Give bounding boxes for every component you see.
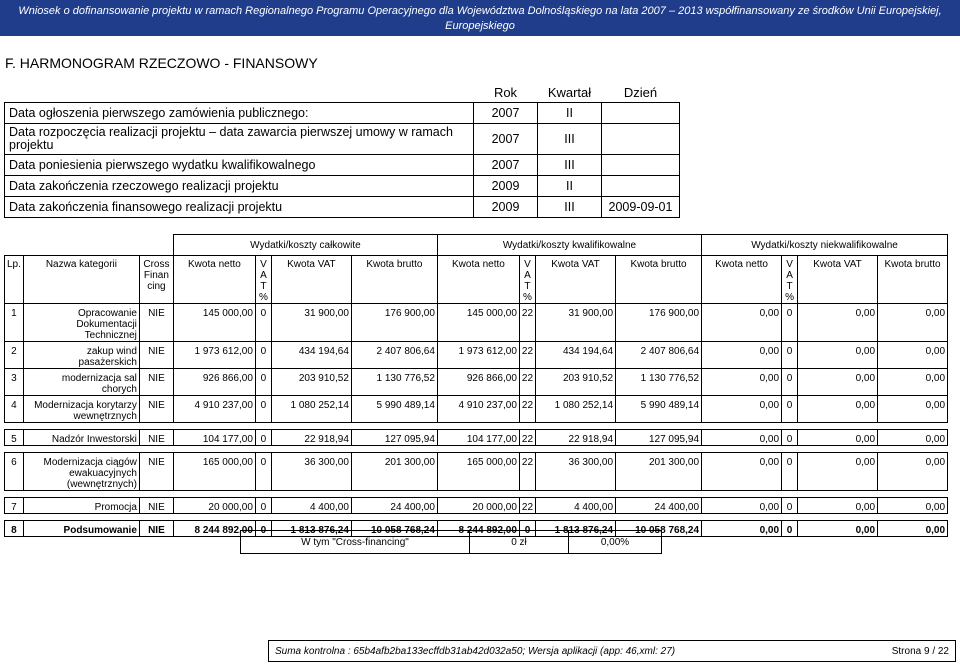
col-header: V A T % — [519, 256, 535, 304]
cost-cell: 0,00 — [878, 304, 948, 342]
cost-cell: 22 — [519, 396, 535, 423]
cost-cell: 0,00 — [798, 498, 878, 514]
cost-cell: NIE — [139, 369, 173, 396]
cost-cell: NIE — [139, 521, 173, 537]
cost-cell: 24 400,00 — [351, 498, 437, 514]
cost-cell: 4 — [5, 396, 24, 423]
cost-cell: 22 — [519, 430, 535, 446]
cost-cell: 0 — [255, 453, 271, 491]
cost-cell: 201 300,00 — [616, 453, 702, 491]
schedule-rok: 2009 — [474, 176, 538, 197]
schedule-row — [5, 124, 680, 155]
cost-cell: 2 407 806,64 — [351, 342, 437, 369]
cost-cell: 4 400,00 — [271, 498, 351, 514]
schedule-label: Data rozpoczęcia realizacji projektu – data zawarcia pierwszej umowy w ramach projektu — [5, 124, 474, 155]
col-header: Cross Finan cing — [139, 256, 173, 304]
schedule-dzien — [602, 155, 680, 176]
cost-cell: 22 — [519, 304, 535, 342]
category-name-cell: Opracowanie Dokumentacji Technicznej — [23, 304, 139, 342]
col-header: Kwota brutto — [351, 256, 437, 304]
header-line-2: Funduszu Rozwoju Regionalnego — [397, 35, 563, 47]
cost-cell: 127 095,94 — [351, 430, 437, 446]
costs-table — [4, 234, 948, 537]
cost-cell: 4 910 237,00 — [173, 396, 255, 423]
cost-cell: 926 866,00 — [437, 369, 519, 396]
category-name-cell: Nadzór Inwestorski — [23, 430, 139, 446]
cost-cell: 104 177,00 — [437, 430, 519, 446]
schedule-kwartal: III — [538, 155, 602, 176]
cost-cell: 0,00 — [798, 453, 878, 491]
costs-group-header-row — [5, 235, 948, 256]
cost-cell: 22 — [519, 498, 535, 514]
cost-cell: 0 — [255, 369, 271, 396]
category-name-cell: Podsumowanie — [23, 521, 139, 537]
schedule-label: Data zakończenia rzeczowego realizacji projektu — [5, 176, 474, 197]
section-title: F. HARMONOGRAM RZECZOWO - FINANSOWY — [5, 55, 318, 71]
cost-cell: 5 990 489,14 — [616, 396, 702, 423]
category-name-cell: zakup wind pasażerskich — [23, 342, 139, 369]
col-header: Kwota brutto — [616, 256, 702, 304]
cost-cell: 0,00 — [798, 430, 878, 446]
cost-cell: 3 — [5, 369, 24, 396]
cost-cell: 0,00 — [798, 396, 878, 423]
col-header: Kwota netto — [702, 256, 782, 304]
cost-cell: 0 — [255, 396, 271, 423]
cost-cell: 0,00 — [798, 521, 878, 537]
table-row — [5, 304, 948, 342]
table-row — [5, 342, 948, 369]
header-line-1: Wniosek o dofinansowanie projektu w ramach Regionalnego Programu Operacyjnego dla Województwa Dolnośląskiego na lata 2007 – 2013 współfinansowany ze środków Unii Europejskiej, Europejskiego — [18, 5, 942, 32]
col-header: Kwota netto — [437, 256, 519, 304]
cost-cell: 4 400,00 — [536, 498, 616, 514]
cost-cell: NIE — [139, 453, 173, 491]
schedule-dzien: 2009-09-01 — [602, 197, 680, 218]
col-header: Kwota VAT — [798, 256, 878, 304]
cost-cell: 0,00 — [702, 396, 782, 423]
col-header: V A T % — [782, 256, 798, 304]
cost-cell: 0,00 — [702, 498, 782, 514]
cost-cell: 0,00 — [702, 521, 782, 537]
table-row — [5, 430, 948, 446]
cost-cell: 0,00 — [878, 369, 948, 396]
schedule-header-row — [5, 82, 680, 103]
row-spacer — [5, 423, 948, 430]
cost-cell: 1 130 776,52 — [351, 369, 437, 396]
cross-financing-percent: 0,00% — [569, 531, 662, 554]
cost-cell: NIE — [139, 498, 173, 514]
schedule-kwartal: II — [538, 176, 602, 197]
cost-cell: 0 — [782, 396, 798, 423]
schedule-dzien — [602, 124, 680, 155]
cost-cell: 0 — [782, 369, 798, 396]
cost-cell: 1 130 776,52 — [616, 369, 702, 396]
cost-cell: 0,00 — [702, 369, 782, 396]
footer-checksum: Suma kontrolna : 65b4afb2ba133ecffdb31ab42d032a50; Wersja aplikacji (app: 46,xml: 27) — [275, 646, 676, 657]
cost-cell: 5 990 489,14 — [351, 396, 437, 423]
costs-column-header-row — [5, 256, 948, 304]
group-header-total: Wydatki/koszty całkowite — [173, 235, 437, 256]
cost-cell: 0,00 — [798, 342, 878, 369]
category-name-cell: Modernizacja korytarzy wewnętrznych — [23, 396, 139, 423]
cost-cell: 31 900,00 — [536, 304, 616, 342]
cost-cell: 2 — [5, 342, 24, 369]
cost-cell: 10 058 768,24 — [616, 521, 702, 537]
cross-financing-row — [241, 531, 662, 554]
category-name-cell: Modernizacja ciągów ewakuacyjnych (wewnętrznych) — [23, 453, 139, 491]
cost-cell: 1 — [5, 304, 24, 342]
schedule-kwartal: III — [538, 197, 602, 218]
cost-cell: 0,00 — [878, 521, 948, 537]
cost-cell: 165 000,00 — [173, 453, 255, 491]
cost-cell: 8 244 892,00 — [437, 521, 519, 537]
schedule-row — [5, 197, 680, 218]
schedule-table — [4, 82, 680, 218]
col-header: Lp. — [5, 256, 24, 304]
category-name-cell: modernizacja sal chorych — [23, 369, 139, 396]
schedule-dzien — [602, 103, 680, 124]
cross-financing-label: W tym "Cross-financing" — [241, 531, 470, 554]
cost-cell: 0 — [519, 521, 535, 537]
cost-cell: 0 — [255, 521, 271, 537]
table-row — [5, 453, 948, 491]
document-header-banner — [0, 0, 960, 47]
cost-cell: 203 910,52 — [536, 369, 616, 396]
row-spacer — [5, 491, 948, 498]
cross-financing-table — [240, 530, 662, 554]
cost-cell: 20 000,00 — [173, 498, 255, 514]
schedule-row — [5, 155, 680, 176]
table-row — [5, 498, 948, 514]
cost-cell: 8 244 892,00 — [173, 521, 255, 537]
cost-cell: 10 058 768,24 — [351, 521, 437, 537]
cost-cell: 0,00 — [878, 430, 948, 446]
cost-cell: NIE — [139, 304, 173, 342]
col-rok: Rok — [493, 84, 518, 100]
schedule-rok: 2009 — [474, 197, 538, 218]
schedule-rok: 2007 — [474, 103, 538, 124]
cost-cell: 4 910 237,00 — [437, 396, 519, 423]
cost-cell: 176 900,00 — [351, 304, 437, 342]
cost-cell: 0,00 — [878, 498, 948, 514]
cost-cell: 145 000,00 — [437, 304, 519, 342]
cost-cell: 0,00 — [798, 304, 878, 342]
cost-cell: 22 — [519, 453, 535, 491]
cost-cell: 5 — [5, 430, 24, 446]
category-name-cell: Promocja — [23, 498, 139, 514]
cost-cell: 7 — [5, 498, 24, 514]
cost-cell: 0 — [255, 304, 271, 342]
group-header-eligible: Wydatki/koszty kwalifikowalne — [437, 235, 701, 256]
cost-cell: 0,00 — [878, 342, 948, 369]
schedule-rok: 2007 — [474, 155, 538, 176]
cost-cell: 0,00 — [878, 396, 948, 423]
cost-cell: 0 — [255, 342, 271, 369]
page-footer — [268, 640, 956, 662]
col-header: Kwota brutto — [878, 256, 948, 304]
cost-cell: 127 095,94 — [616, 430, 702, 446]
cost-cell: NIE — [139, 396, 173, 423]
cost-cell: 1 973 612,00 — [437, 342, 519, 369]
schedule-label: Data zakończenia finansowego realizacji projektu — [5, 197, 474, 218]
cost-cell: 165 000,00 — [437, 453, 519, 491]
cost-cell: 0 — [782, 521, 798, 537]
schedule-dzien — [602, 176, 680, 197]
cost-cell: 1 813 876,24 — [536, 521, 616, 537]
cost-cell: 145 000,00 — [173, 304, 255, 342]
cost-cell: 36 300,00 — [536, 453, 616, 491]
row-spacer — [5, 514, 948, 521]
cost-cell: 0 — [782, 430, 798, 446]
schedule-rok: 2007 — [474, 124, 538, 155]
cost-cell: 0 — [782, 304, 798, 342]
schedule-kwartal: II — [538, 103, 602, 124]
cost-cell: 0,00 — [878, 453, 948, 491]
cost-cell: 2 407 806,64 — [616, 342, 702, 369]
cost-cell: 31 900,00 — [271, 304, 351, 342]
cost-cell: 201 300,00 — [351, 453, 437, 491]
schedule-kwartal: III — [538, 124, 602, 155]
col-kwartal: Kwartał — [547, 84, 592, 100]
group-header-ineligible: Wydatki/koszty niekwalifikowalne — [702, 235, 948, 256]
schedule-label: Data ogłoszenia pierwszego zamówienia publicznego: — [5, 103, 474, 124]
cost-cell: 24 400,00 — [616, 498, 702, 514]
cost-cell: 0,00 — [702, 342, 782, 369]
cost-cell: NIE — [139, 430, 173, 446]
cost-cell: 0,00 — [798, 369, 878, 396]
col-header: Nazwa kategorii — [23, 256, 139, 304]
footer-page-number: Strona 9 / 22 — [891, 646, 949, 657]
cost-cell: 22 918,94 — [271, 430, 351, 446]
cost-cell: 434 194,64 — [271, 342, 351, 369]
cost-cell: 0 — [782, 498, 798, 514]
cost-cell: 203 910,52 — [271, 369, 351, 396]
col-header: V A T % — [255, 256, 271, 304]
cost-cell: 1 080 252,14 — [271, 396, 351, 423]
cost-cell: 1 080 252,14 — [536, 396, 616, 423]
cost-cell: 1 973 612,00 — [173, 342, 255, 369]
cost-cell: 6 — [5, 453, 24, 491]
cost-cell: NIE — [139, 342, 173, 369]
cost-cell: 1 813 876,24 — [271, 521, 351, 537]
schedule-label: Data poniesienia pierwszego wydatku kwalifikowalnego — [5, 155, 474, 176]
col-header: Kwota VAT — [536, 256, 616, 304]
cost-cell: 0 — [255, 430, 271, 446]
cost-cell: 22 918,94 — [536, 430, 616, 446]
cost-cell: 0,00 — [702, 304, 782, 342]
cost-cell: 176 900,00 — [616, 304, 702, 342]
col-header: Kwota VAT — [271, 256, 351, 304]
col-header: Kwota netto — [173, 256, 255, 304]
cost-cell: 0 — [782, 342, 798, 369]
schedule-row — [5, 176, 680, 197]
schedule-row — [5, 103, 680, 124]
table-row — [5, 396, 948, 423]
costs-body — [5, 304, 948, 537]
cost-cell: 20 000,00 — [437, 498, 519, 514]
cost-cell: 22 — [519, 342, 535, 369]
table-row — [5, 369, 948, 396]
cost-cell: 22 — [519, 369, 535, 396]
cost-cell: 0,00 — [702, 453, 782, 491]
cost-cell: 0 — [782, 453, 798, 491]
cost-cell: 8 — [5, 521, 24, 537]
cost-cell: 0 — [255, 498, 271, 514]
cost-cell: 926 866,00 — [173, 369, 255, 396]
cost-cell: 104 177,00 — [173, 430, 255, 446]
cost-cell: 0,00 — [702, 430, 782, 446]
cost-cell: 434 194,64 — [536, 342, 616, 369]
cross-financing-amount: 0 zł — [470, 531, 569, 554]
row-spacer — [5, 446, 948, 453]
cost-cell: 36 300,00 — [271, 453, 351, 491]
col-dzien: Dzień — [623, 84, 658, 100]
